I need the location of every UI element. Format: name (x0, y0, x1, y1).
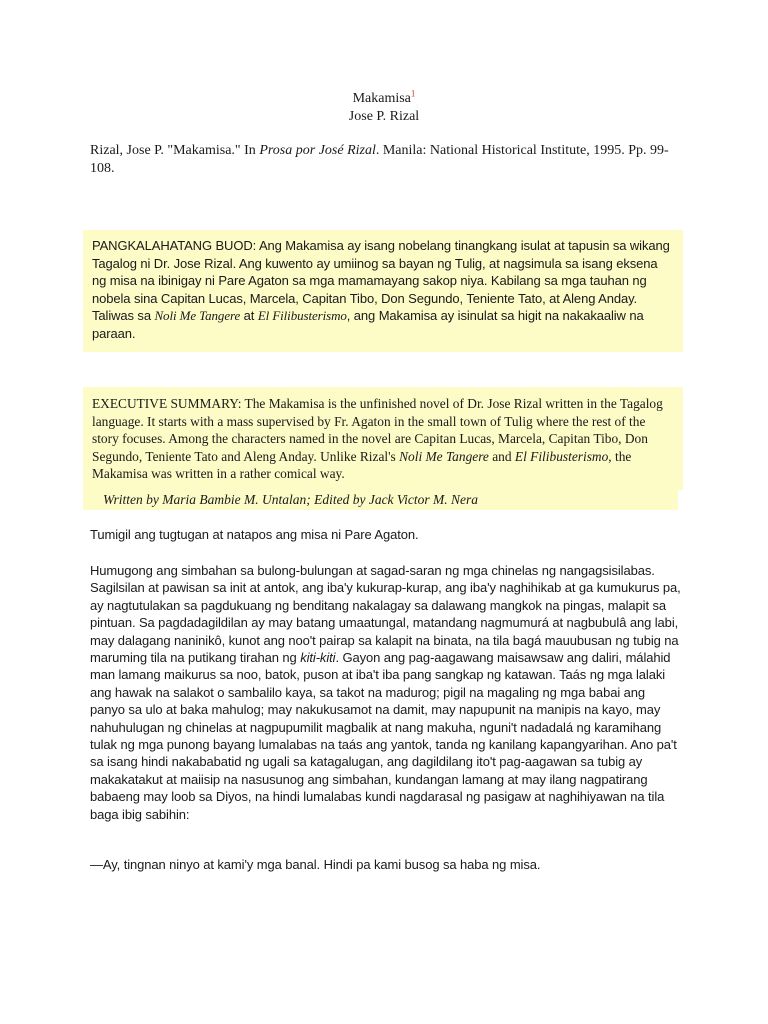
credit-line: Written by Maria Bambie M. Untalan; Edited by Jack Victor M. Nera (83, 490, 678, 510)
summary-tagalog: PANGKALAHATANG BUOD: Ang Makamisa ay isang nobelang tinangkang isulat at tapusin sa wikang Tagalog ni Dr. Jose Rizal. Ang kuwento ay umiinog sa bayan ng Tulig, at nagsimula sa isang eksena ng misa na ibinigay ni Pare Agaton sa mga mamamayang sakop niya. Kabilang sa mga tauhan ng nobela sina Capitan Lucas, Marcela, Capitan Tibo, Don Segundo, Teniente Tato, at Aleng Anday. Taliwas sa Noli Me Tangere at El Filibusterismo, ang Makamisa ay isinulat sa higit na nakakaaliw na paraan. (83, 230, 683, 352)
noli-title: Noli Me Tangere (154, 308, 241, 323)
footnote-link[interactable]: 1 (410, 88, 416, 99)
kiti-kiti-term: kiti-kiti (300, 650, 336, 666)
summary-english: EXECUTIVE SUMMARY: The Makamisa is the unfinished novel of Dr. Jose Rizal written in the Tagalog language. It starts with a mass supervised by Fr. Agaton in the small town of Tulig where the rest of the story focuses. Among the characters named in the novel are Capitan Lucas, Marcela, Capitan Tibo, Don Segundo, Teniente Tato and Aleng Anday. Unlike Rizal's Noli Me Tangere and El Filibusterismo, the Makamisa was written in a rather comical way. (83, 387, 683, 490)
document-title (0, 90, 768, 108)
paragraph-2: Humugong ang simbahan sa bulong-bulungan at sagad-saran ng mga chinelas ng nangagsisilabas. Sagilsilan at pawisan sa init at antok, ang iba'y kukurap-kurap, ang iba'y naghihikab at ga kumukurus pa, ay nagtutulakan sa pagdukuang ng benditang nakalagay sa dalawang mangkok na pingas, malapit sa pintuan. Sa pagdadagildilan ay may batang umaatungal, matandang nagmumurá at nagbubulâ ang labi, may dalagang naninikô, kunot ang noo't pairap sa kalapit na binata, na tila bagá mauubusan ng tubig na maruming tila na putikang tirahan ng kiti-kiti. Gayon ang pag-aagawang maisawsaw ang daliri, málahid man lamang maikurus sa noo, batok, puson at iba't iba pang sangkap ng katawan. Taás ng mga lalaki ang hawak na salakot o sambalilo kaya, sa takot na madurog; pigil na magaling ng mga babai ang panyo sa ulo at baka mahulog; may nakukusamot na damit, may napupunit na manipis na kayo, may nahuhulugan ng chinelas at nagpupumilit magbalik at nang makuha, nguni't nadadalá ng karamihang tulak ng mga punong bayang lumalabas na taás ang yantok, tanda ng kanilang kapangyarihan. Ano pa't sa isang hindi nakababatid ng ugali sa katagalugan, ang dagildilang ito't pag-aagawan sa tubig ay makakatakut at maiisip na nasusunog ang simbahan, kundangan lamang at may ilang nagpatirang babaeng may loob sa Diyos, na hindi lumalabas kundi nagdarasal ng pasigaw at naghihiyawan na tila baga ibig sabihin: (90, 563, 681, 822)
fili-title: El Filibusterismo (257, 308, 347, 323)
paragraph-3: —Ay, tingnan ninyo at kami'y mga banal. Hindi pa kami busog sa haba ng misa. (90, 857, 541, 872)
noli-title: Noli Me Tangere (399, 448, 489, 464)
fili-title: El Filibusterismo (514, 448, 609, 464)
citation: Rizal, Jose P. "Makamisa." In Prosa por José Rizal. Manila: National Historical Institute, 1995. Pp. 99-108. (90, 143, 669, 176)
author-line: Jose P. Rizal (348, 109, 420, 124)
citation-book-title: Prosa por José Rizal (259, 143, 376, 158)
title-text: Makamisa (352, 91, 411, 106)
title-block (0, 90, 768, 126)
paragraph-1: Tumigil ang tugtugan at natapos ang misa ni Pare Agaton. (90, 527, 419, 542)
